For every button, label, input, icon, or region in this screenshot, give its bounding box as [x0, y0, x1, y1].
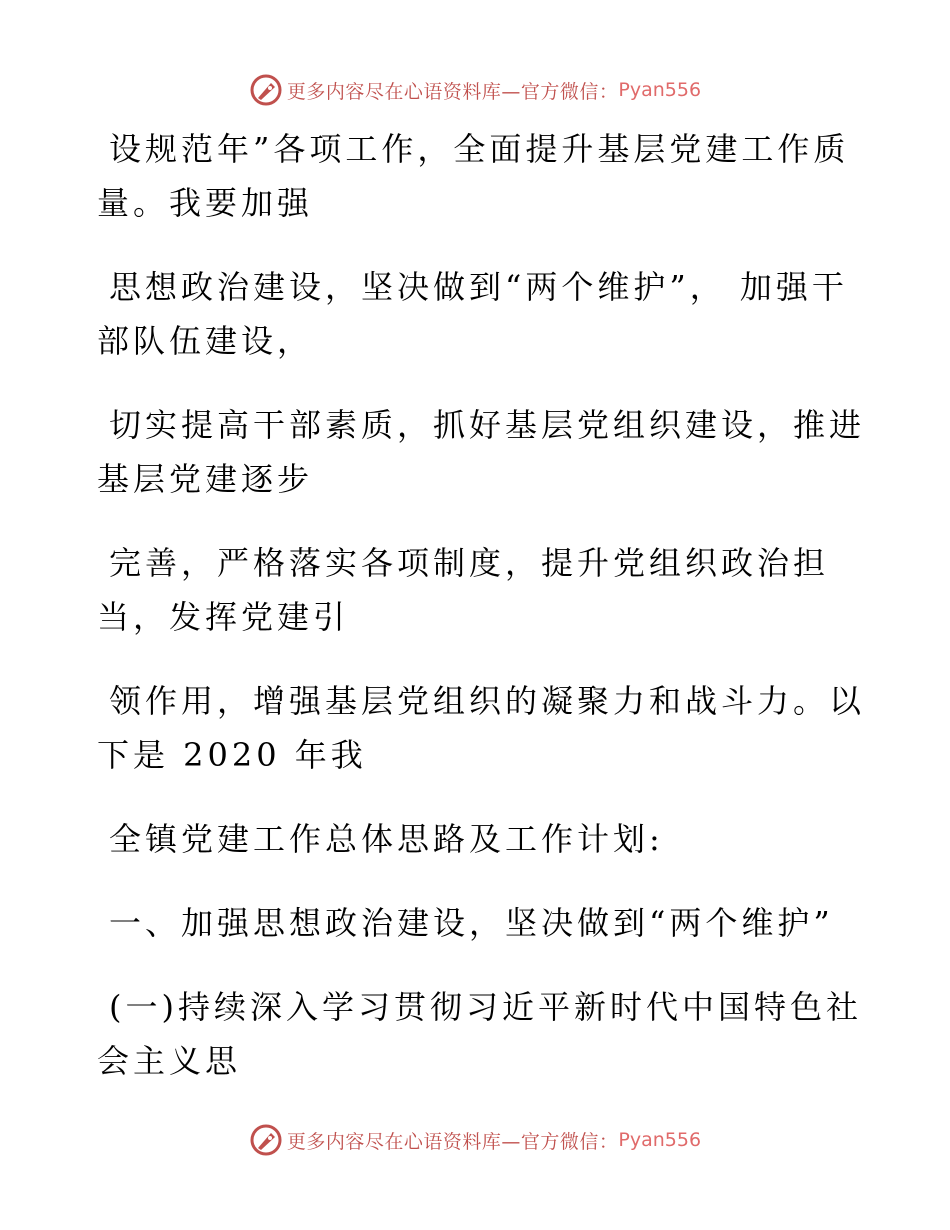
section-heading — [97, 896, 857, 950]
paragraph-line: 领作用，增强基层党组织的凝聚力和战斗力。以 — [109, 682, 866, 720]
paragraph-line: (一)持续深入学习贯彻习近平新时代中国特色社 — [109, 988, 862, 1026]
paragraph-line: 基层党建逐步 — [97, 460, 314, 498]
paragraph — [97, 398, 866, 506]
paragraph-line: 量。我要加强 — [97, 184, 314, 222]
paragraph — [97, 122, 857, 230]
paragraph-line: 部队伍建设， — [97, 322, 314, 360]
paragraph-line: 设规范年”各项工作，全面提升基层党建工作质 — [109, 130, 850, 168]
paragraph-line: 全镇党建工作总体思路及工作计划: — [109, 820, 664, 858]
paragraph — [97, 812, 857, 866]
paragraph-line: 下是 2020 年我 — [97, 736, 367, 774]
paragraph-line: 当，发挥党建引 — [97, 598, 350, 636]
paragraph-line: 会主义思 — [97, 1042, 242, 1080]
paragraph — [97, 260, 857, 368]
paragraph-line: 切实提高干部素质，抓好基层党组织建设，推进 — [109, 406, 866, 444]
section-heading-line: 一、加强思想政治建设，坚决做到“两个维护” — [109, 904, 834, 942]
watermark-text: 更多内容尽在心语资料库—官方微信： — [286, 1130, 619, 1153]
watermark-wechat-id: Pyan556 — [618, 79, 702, 101]
paragraph — [97, 674, 866, 782]
watermark-text: 更多内容尽在心语资料库—官方微信： — [286, 80, 619, 103]
footer-watermark — [0, 1120, 950, 1160]
paragraph-line: 完善，严格落实各项制度，提升党组织政治担 — [109, 544, 830, 582]
paragraph — [97, 536, 857, 644]
pen-nib-circle-icon — [249, 1123, 283, 1157]
pen-nib-circle-icon — [249, 73, 283, 107]
header-watermark — [0, 70, 950, 110]
document-body — [97, 122, 866, 1118]
paragraph-line: 思想政治建设，坚决做到“两个维护”， 加强干 — [109, 268, 848, 306]
paragraph — [97, 980, 862, 1088]
watermark-wechat-id: Pyan556 — [618, 1129, 702, 1151]
